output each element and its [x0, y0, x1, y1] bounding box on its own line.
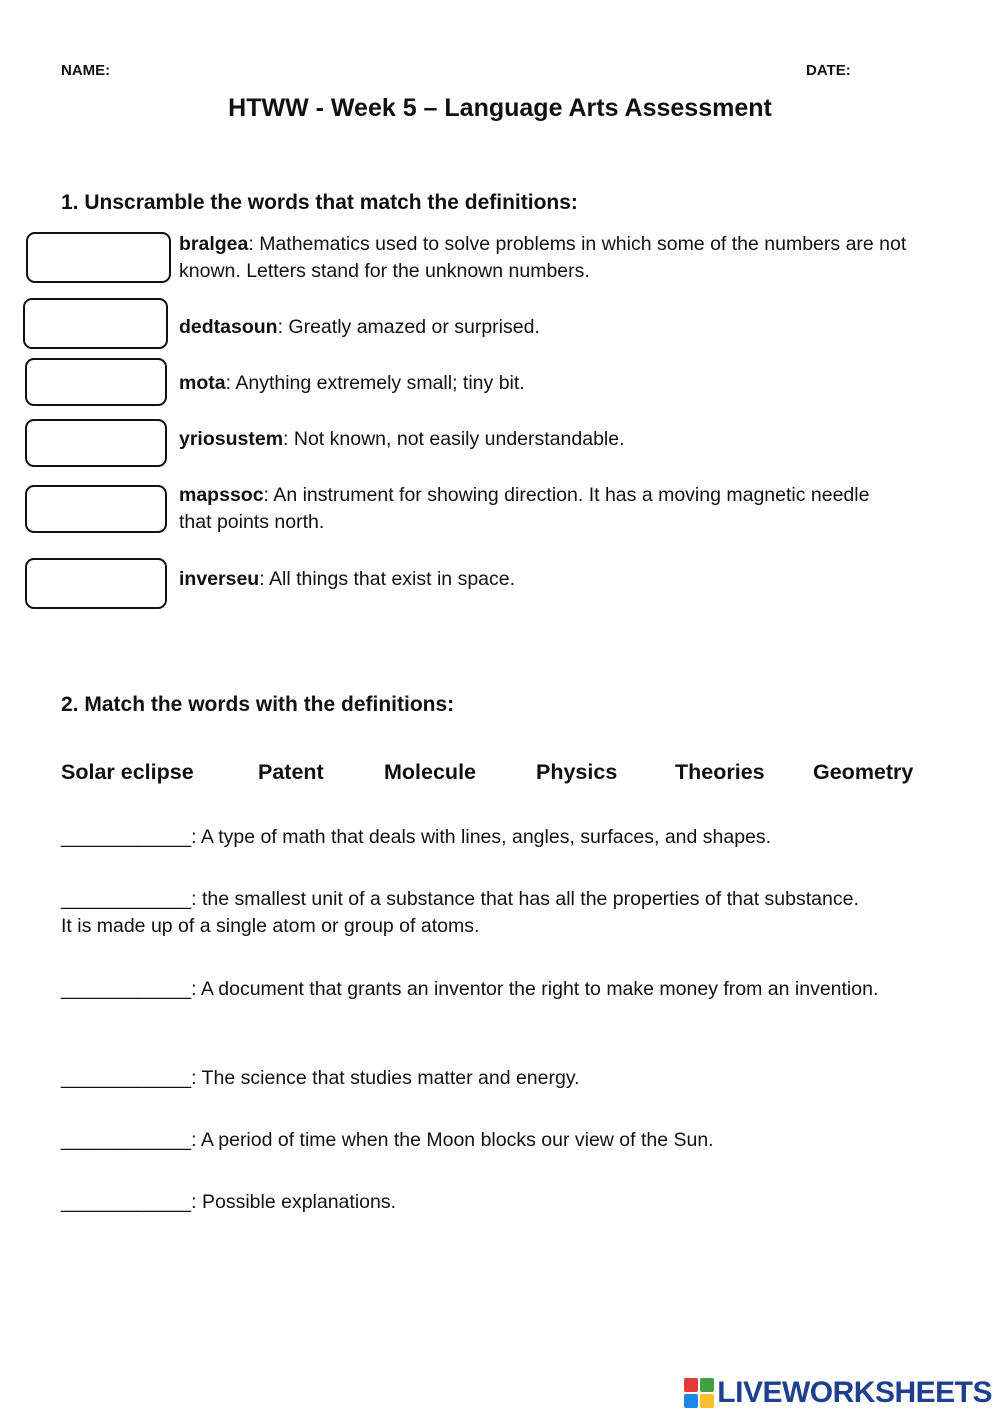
word-bank-item: Patent: [258, 760, 324, 784]
answer-blank[interactable]: ____________: [61, 1129, 192, 1151]
answer-blank[interactable]: ____________: [61, 888, 192, 910]
match-definition: : The science that studies matter and energy.: [191, 1067, 580, 1089]
match-definition: : A document that grants an inventor the right to make money from an invention.: [191, 978, 879, 1000]
scrambled-word: yriosustem: [179, 428, 284, 450]
answer-box-5[interactable]: [25, 485, 167, 533]
word-bank-item: Geometry: [813, 760, 914, 784]
match-item-4: [61, 1065, 941, 1092]
scrambled-word: dedtasoun: [179, 316, 278, 338]
logo-badge-cell: [700, 1378, 714, 1392]
word-bank-item: Theories: [675, 760, 765, 784]
liveworksheets-logo: [684, 1376, 992, 1410]
word-bank-item: Physics: [536, 760, 618, 784]
answer-blank[interactable]: ____________: [61, 978, 192, 1000]
definition-2: [179, 314, 939, 341]
answer-box-4[interactable]: [25, 419, 167, 467]
definition-text: : Anything extremely small; tiny bit.: [225, 372, 525, 394]
section1-heading: 1. Unscramble the words that match the definitions:: [61, 191, 578, 214]
match-item-2: [61, 886, 861, 940]
name-label: NAME:: [61, 62, 111, 79]
logo-badge-cell: [684, 1378, 698, 1392]
match-definition: : A type of math that deals with lines, angles, surfaces, and shapes.: [191, 826, 772, 848]
answer-box-2[interactable]: [23, 298, 168, 349]
definition-text: : Greatly amazed or surprised.: [277, 316, 540, 338]
answer-blank[interactable]: ____________: [61, 1191, 192, 1213]
scrambled-word: mota: [179, 372, 226, 394]
definition-text: : Not known, not easily understandable.: [283, 428, 625, 450]
match-item-3: [61, 976, 901, 1003]
date-label: DATE:: [806, 62, 851, 79]
logo-badge-icon: [684, 1378, 714, 1408]
logo-text: LIVEWORKSHEETS: [717, 1376, 992, 1409]
scrambled-word: bralgea: [179, 233, 249, 255]
definition-3: [179, 370, 939, 397]
page-title: HTWW - Week 5 – Language Arts Assessment: [228, 94, 772, 122]
scrambled-word: mapssoc: [179, 484, 264, 506]
definition-4: [179, 426, 939, 453]
scrambled-word: inverseu: [179, 568, 260, 590]
definition-5: [179, 482, 899, 536]
logo-badge-cell: [700, 1394, 714, 1408]
match-definition: : A period of time when the Moon blocks our view of the Sun.: [191, 1129, 714, 1151]
word-bank-item: Molecule: [384, 760, 476, 784]
definition-text: : An instrument for showing direction. It has a moving magnetic needle that points north.: [179, 484, 870, 533]
answer-box-6[interactable]: [25, 558, 167, 609]
answer-box-1[interactable]: [26, 232, 171, 283]
section2-heading: 2. Match the words with the definitions:: [61, 693, 455, 716]
word-bank-item: Solar eclipse: [61, 760, 194, 784]
match-item-6: [61, 1189, 941, 1216]
definition-6: [179, 566, 939, 593]
match-item-5: [61, 1127, 941, 1154]
match-definition: : the smallest unit of a substance that has all the properties of that substance. It is made up of a single atom or group of atoms.: [61, 888, 859, 937]
answer-box-3[interactable]: [25, 358, 167, 406]
match-definition: : Possible explanations.: [191, 1191, 397, 1213]
logo-badge-cell: [684, 1394, 698, 1408]
answer-blank[interactable]: ____________: [61, 826, 192, 848]
match-item-1: [61, 824, 941, 851]
definition-1: [179, 231, 939, 285]
answer-blank[interactable]: ____________: [61, 1067, 192, 1089]
definition-text: : Mathematics used to solve problems in which some of the numbers are not known. Letters stand for the unknown numbers.: [179, 233, 907, 282]
definition-text: : All things that exist in space.: [259, 568, 516, 590]
